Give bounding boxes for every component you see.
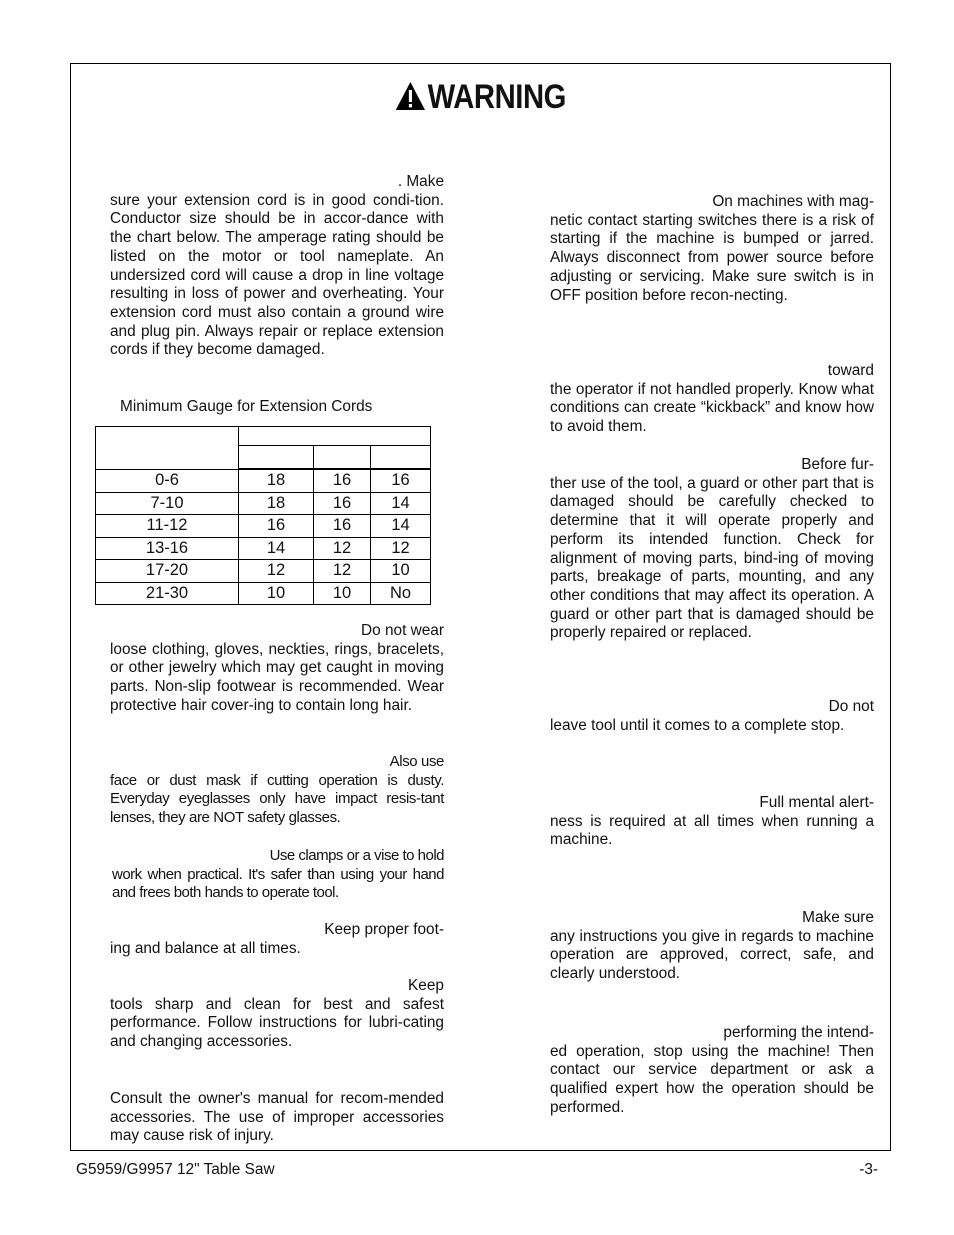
- paragraph-lead: Use clamps or a vise to hold: [269, 847, 444, 864]
- paragraph-body: ing and balance at all times.: [110, 939, 301, 957]
- table-row: [96, 582, 431, 605]
- paragraph-lead: Before fur-: [801, 456, 874, 473]
- paragraph-lead: Keep proper foot-: [324, 921, 444, 938]
- table-cell: 16: [371, 469, 431, 492]
- table-cell: 13-16: [96, 537, 239, 560]
- paragraph-lead: Make sure: [802, 909, 874, 926]
- table-header-cell: [239, 446, 314, 470]
- unsure-operation-paragraph: [550, 1024, 874, 1118]
- paragraph-lead: Full mental alert-: [759, 794, 874, 811]
- footer-model: G5959/G9957 12" Table Saw: [76, 1161, 275, 1178]
- table-cell: 0-6: [96, 469, 239, 492]
- paragraph-body: the operator if not handled properly. Know what conditions can create “kickback” and know how to avoid them.: [550, 380, 874, 436]
- damaged-parts-paragraph: [550, 456, 874, 643]
- table-cell: No: [371, 582, 431, 605]
- paragraph-lead: On machines with mag-: [712, 193, 874, 210]
- table-row: [96, 515, 431, 538]
- table-cell: 10: [239, 582, 314, 605]
- table-cell: 7-10: [96, 492, 239, 515]
- instructions-paragraph: [550, 909, 874, 984]
- eye-protection-paragraph: [110, 753, 444, 828]
- maintenance-paragraph: [110, 977, 444, 1052]
- table-cell: 10: [314, 582, 371, 605]
- paragraph-body: any instructions you give in regards to machine operation are approved, correct, safe, and clearly understood.: [550, 927, 874, 983]
- paragraph-lead: Keep: [408, 977, 444, 994]
- table-header-row: [96, 427, 431, 446]
- table-header-cell: [239, 427, 431, 446]
- paragraph-body: Consult the owner's manual for recom-mended accessories. The use of improper accessories may cause risk of injury.: [110, 1090, 444, 1145]
- table-cell: 21-30: [96, 582, 239, 605]
- table-cell: 12: [314, 560, 371, 583]
- kickback-paragraph: [550, 362, 874, 437]
- paragraph-body: loose clothing, gloves, neckties, rings, bracelets, or other jewelry which may get caught in moving parts. Non-slip footwear is recommended. Wear protective hair cover-ing to contain long hair.: [110, 640, 444, 714]
- paragraph-body: sure your extension cord is in good condi-tion. Conductor size should be in accor-dance with the chart below. The amperage rating should be listed on the motor or tool nameplate. An undersized cord will cause a drop in line voltage resulting in loss of power and overheating. Your extension cord must also contain a ground wire and plug pin. Always repair or replace extension cords if they become damaged.: [110, 191, 444, 359]
- table-cell: 14: [371, 492, 431, 515]
- table-cell: 10: [371, 560, 431, 583]
- paragraph-body: ther use of the tool, a guard or other part that is damaged should be carefully checked to determine that it will operate properly and perform its intended function. Check for alignment of moving parts, bind-ing of moving parts, breakage of parts, mounting, and any other conditions that may affect its operation. A guard or other part that is damaged should be properly repaired or replaced.: [550, 474, 874, 642]
- table-header-cell: [314, 446, 371, 470]
- warning-triangle-icon: [395, 81, 426, 111]
- paragraph-lead: . Make: [397, 173, 444, 190]
- table-title: Minimum Gauge for Extension Cords: [120, 398, 373, 415]
- accessories-paragraph: [110, 1090, 444, 1146]
- table-cell: 12: [371, 537, 431, 560]
- clamps-paragraph: [112, 847, 444, 903]
- warning-title: WARNING: [427, 78, 566, 116]
- clothing-paragraph: [110, 622, 444, 716]
- table-cell: 14: [371, 515, 431, 538]
- table-row: [96, 537, 431, 560]
- footer-page-number: -3-: [859, 1161, 878, 1178]
- paragraph-lead: Also use: [389, 753, 444, 770]
- extension-cord-paragraph: [110, 173, 444, 360]
- table-cell: 18: [239, 469, 314, 492]
- table-cell: 17-20: [96, 560, 239, 583]
- paragraph-lead: Do not: [828, 698, 874, 715]
- paragraph-body: work when practical. It's safer than using your hand and frees both hands to operate tool.: [112, 865, 444, 902]
- paragraph-body: ness is required at all times when running a machine.: [550, 812, 874, 849]
- table-row: [96, 469, 431, 492]
- paragraph-lead: Do not wear: [361, 622, 444, 639]
- table-cell: 12: [314, 537, 371, 560]
- table-cell: 12: [239, 560, 314, 583]
- paragraph-lead: toward: [827, 362, 874, 379]
- paragraph-body: leave tool until it comes to a complete stop.: [550, 716, 845, 734]
- table-cell: 11-12: [96, 515, 239, 538]
- table-row: [96, 560, 431, 583]
- table-cell: 14: [239, 537, 314, 560]
- table-cell: 16: [314, 515, 371, 538]
- warning-heading: [128, 78, 832, 117]
- table-cell: 18: [239, 492, 314, 515]
- table-header-cell: [96, 427, 239, 470]
- paragraph-body: face or dust mask if cutting operation is dusty. Everyday eyeglasses only have impact resis-tant lenses, they are NOT safety glasses.: [110, 771, 444, 827]
- footing-paragraph: [110, 921, 444, 958]
- paragraph-lead: performing the intend-: [723, 1024, 874, 1041]
- alertness-paragraph: [550, 794, 874, 850]
- table-cell: 16: [314, 469, 371, 492]
- table-cell: 16: [314, 492, 371, 515]
- gauge-table: [95, 426, 431, 605]
- paragraph-body: tools sharp and clean for best and safest performance. Follow instructions for lubri-cating and changing accessories.: [110, 995, 444, 1051]
- paragraph-body: ed operation, stop using the machine! Then contact our service department or ask a qualified expert how the operation should be performed.: [550, 1042, 874, 1116]
- table-row: [96, 492, 431, 515]
- table-cell: 16: [239, 515, 314, 538]
- table-header-cell: [371, 446, 431, 470]
- complete-stop-paragraph: [550, 698, 874, 735]
- paragraph-body: netic contact starting switches there is a risk of starting if the machine is bumped or jarred. Always disconnect from power source before adjusting or servicing. Make sure switch is in OFF position before recon-necting.: [550, 211, 874, 304]
- magnetic-switch-paragraph: [550, 193, 874, 305]
